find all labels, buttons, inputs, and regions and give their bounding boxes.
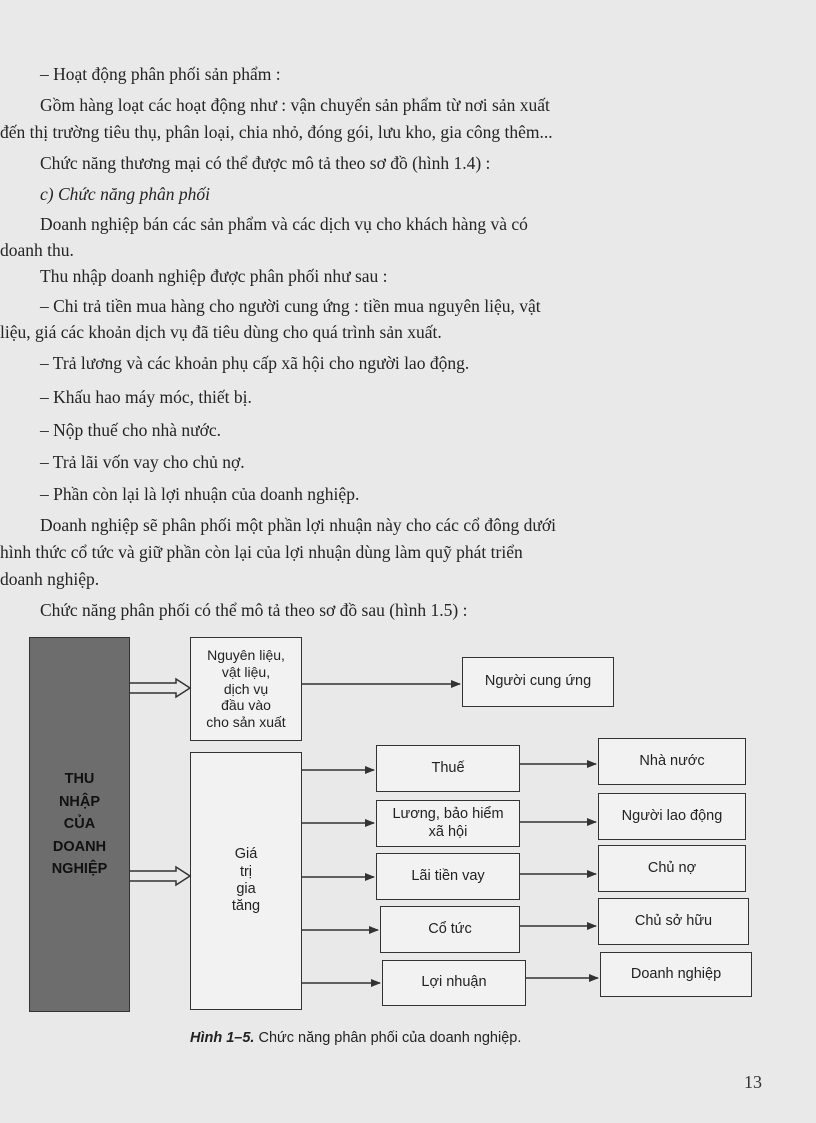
text-line: – Nộp thuế cho nhà nước. (40, 420, 222, 440)
text-line: hình thức cổ tức và giữ phần còn lại của lợi nhuận dùng làm quỹ phát triển (0, 542, 523, 562)
state-box: Nhà nước (598, 738, 746, 785)
text-line: – Trả lương và các khoản phụ cấp xã hội cho người lao động. (40, 353, 470, 373)
profit-box: Lợi nhuận (382, 960, 526, 1006)
workers-box: Người lao động (598, 793, 746, 840)
double-arrow-inputs (130, 679, 190, 697)
text-line: đến thị trường tiêu thụ, phân loại, chia nhỏ, đóng gói, lưu kho, gia công thêm... (0, 122, 553, 142)
value-added-box: Giá trị gia tăng (190, 752, 302, 1010)
caption-text: Chức năng phân phối của doanh nghiệp. (254, 1030, 522, 1046)
text-line: – Trả lãi vốn vay cho chủ nợ. (40, 452, 245, 472)
page-number: 13 (744, 1072, 762, 1092)
enterprise-box: Doanh nghiệp (600, 952, 752, 997)
text-line: – Khấu hao máy móc, thiết bị. (40, 387, 252, 407)
wages-box: Lương, bảo hiểm xã hội (376, 800, 520, 847)
text-line: Gồm hàng loạt các hoạt động như : vận chuyển sản phẩm từ nơi sản xuất (40, 95, 550, 115)
text-line: doanh nghiệp. (0, 569, 100, 589)
text-line: Chức năng phân phối có thể mô tả theo sơ đồ sau (hình 1.5) : (40, 600, 468, 620)
section-heading: c) Chức năng phân phối (40, 184, 210, 204)
text-line: Doanh nghiệp bán các sản phẩm và các dịch vụ cho khách hàng và có (40, 214, 528, 234)
dividend-box: Cổ tức (380, 906, 520, 953)
inputs-box: Nguyên liệu, vật liệu, dịch vụ đầu vào cho sản xuất (190, 637, 302, 741)
owner-box: Chủ sở hữu (598, 898, 749, 945)
text-line: – Chi trả tiền mua hàng cho người cung ứng : tiền mua nguyên liệu, vật (40, 296, 541, 316)
tax-box: Thuế (376, 745, 520, 792)
supplier-box: Người cung ứng (462, 657, 614, 707)
income-box: THU NHẬP CỦA DOANH NGHIỆP (29, 637, 130, 1012)
text-line: – Hoạt động phân phối sản phẩm : (40, 64, 281, 84)
interest-box: Lãi tiền vay (376, 853, 520, 900)
caption-label: Hình 1–5. (190, 1030, 255, 1046)
text-line: Thu nhập doanh nghiệp được phân phối như sau : (40, 266, 388, 286)
text-line: Chức năng thương mại có thể được mô tả theo sơ đồ (hình 1.4) : (40, 153, 491, 173)
text-line: Doanh nghiệp sẽ phân phối một phần lợi nhuận này cho các cổ đông dưới (40, 515, 556, 535)
double-arrow-value-added (130, 867, 190, 885)
text-line: doanh thu. (0, 240, 74, 260)
figure-caption (190, 1030, 521, 1046)
text-line: – Phần còn lại là lợi nhuận của doanh nghiệp. (40, 484, 360, 504)
text-line: liệu, giá các khoản dịch vụ đã tiêu dùng cho quá trình sản xuất. (0, 322, 442, 342)
creditor-box: Chủ nợ (598, 845, 746, 892)
